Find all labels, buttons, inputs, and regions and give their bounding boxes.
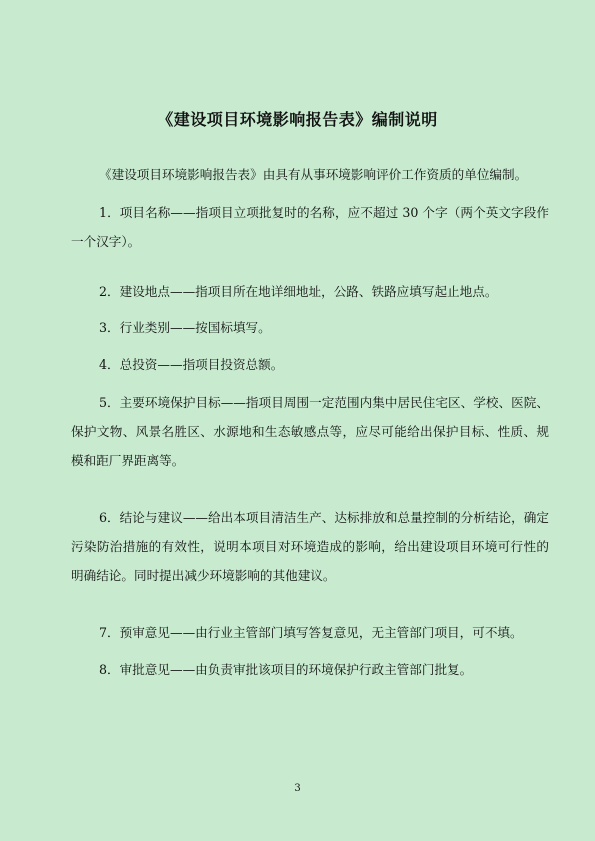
item-location: 2．建设地点——指项目所在地详细地址，公路、铁路应填写起止地点。 — [99, 284, 498, 299]
page-title: 《建设项目环境影响报告表》编制说明 — [157, 110, 438, 129]
item-industry: 3．行业类别——按国标填写。 — [99, 320, 271, 335]
intro-paragraph: 《建设项目环境影响报告表》由具有从事环境影响评价工作资质的单位编制。 — [99, 167, 528, 182]
item-project-name: 1．项目名称——指项目立项批复时的名称，应不超过 30 个字（两个英文字段作一个汉字）。 — [71, 205, 549, 249]
item-approval: 8．审批意见——由负责审批该项目的环境保护行政主管部门批复。 — [99, 662, 473, 677]
item-protection-targets: 5．主要环境保护目标——指项目周围一定范围内集中居民住宅区、学校、医院、保护文物、风景名胜区、水源地和生态敏感点等，应尽可能给出保护目标、性质、规模和距厂界距离等。 — [71, 395, 549, 468]
item-conclusion: 6．结论与建议——给出本项目清洁生产、达标排放和总量控制的分析结论，确定污染防治措施的有效性，说明本项目对环境造成的影响，给出建设项目环境可行性的明确结论。同时提出减少环境影响的其他建议。 — [71, 510, 549, 583]
item-investment: 4．总投资——指项目投资总额。 — [99, 357, 284, 372]
item-pre-review: 7．预审意见——由行业主管部门填写答复意见，无主管部门项目，可不填。 — [99, 625, 523, 640]
page-number: 3 — [294, 783, 301, 794]
